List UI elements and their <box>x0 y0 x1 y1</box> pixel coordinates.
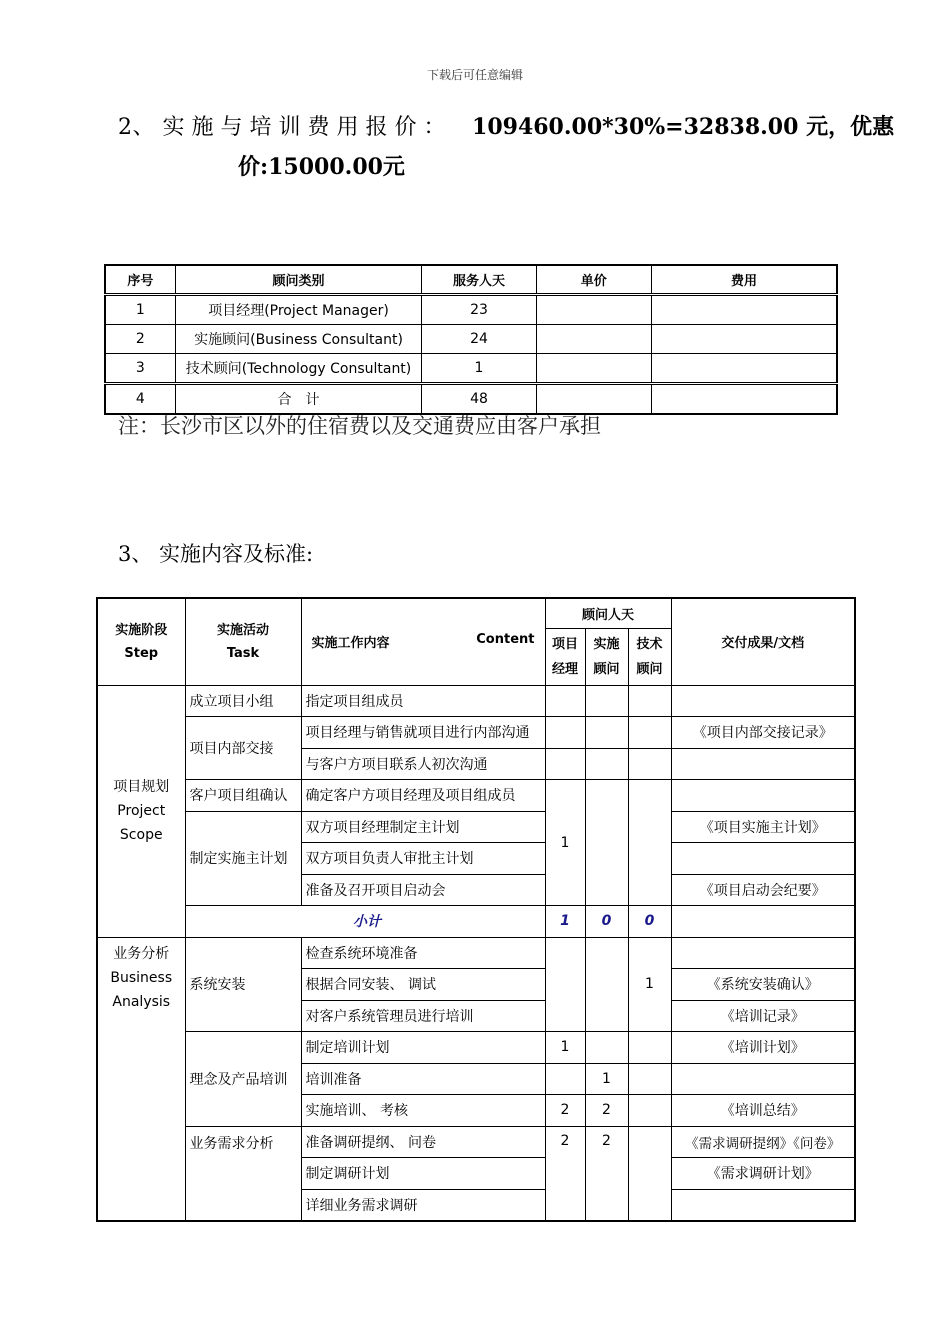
pm-cell: 2 <box>545 1126 585 1221</box>
table-row <box>105 295 837 325</box>
pm-cell <box>545 717 585 749</box>
content-cell: 对客户系统管理员进行培训 <box>301 1000 545 1032</box>
deliverable-cell: 《培训总结》 <box>671 1095 855 1127</box>
deliverable-cell <box>671 937 855 969</box>
deliverable-cell <box>671 1189 855 1221</box>
implementation-table <box>96 597 856 1222</box>
tc-cell <box>628 1063 671 1095</box>
content-cell: 双方项目负责人审批主计划 <box>301 843 545 875</box>
deliverable-cell <box>671 906 855 938</box>
header-text: 项目 <box>551 636 578 652</box>
cell <box>651 295 837 325</box>
deliverable-cell <box>671 780 855 812</box>
cell <box>536 325 651 354</box>
pm-cell <box>545 1063 585 1095</box>
pm-cell: 1 <box>545 1032 585 1064</box>
tc-cell: 1 <box>628 937 671 1032</box>
content-cell: 根据合同安装、 调试 <box>301 969 545 1001</box>
col-header-task <box>185 598 301 685</box>
col-header-price: 单价 <box>536 265 651 295</box>
deliverable-cell: 《项目启动会纪要》 <box>671 874 855 906</box>
content-cell: 项目经理与销售就项目进行内部沟通 <box>301 717 545 749</box>
cell: 技术顾问(Technology Consultant) <box>175 354 422 384</box>
content-cell: 确定客户方项目经理及项目组成员 <box>301 780 545 812</box>
bc-cell <box>585 937 628 1032</box>
cell <box>651 384 837 415</box>
task-cell: 客户项目组确认 <box>185 780 301 812</box>
deliverable-cell: 《培训计划》 <box>671 1032 855 1064</box>
cell: 24 <box>422 325 536 354</box>
table-row <box>97 1126 855 1158</box>
fee-table <box>104 264 838 415</box>
bc-cell: 1 <box>585 1063 628 1095</box>
bc-cell: 2 <box>585 1095 628 1127</box>
fee-table-header <box>105 265 837 295</box>
bc-cell <box>585 780 628 906</box>
deliverable-cell <box>671 1063 855 1095</box>
deliverable-cell <box>671 843 855 875</box>
col-header-stage <box>97 598 185 685</box>
cell: 1 <box>105 295 175 325</box>
tc-cell <box>628 1095 671 1127</box>
table-row <box>97 811 855 843</box>
deliverable-cell: 《系统安装确认》 <box>671 969 855 1001</box>
section-2-label: 实施与培训费用报价： <box>162 115 453 140</box>
content-cell: 准备调研提纲、 问卷 <box>301 1126 545 1158</box>
header-text: Step <box>124 645 159 661</box>
stage-text: Analysis <box>112 993 171 1010</box>
col-header-days: 顾问人天 <box>545 598 671 628</box>
tc-cell <box>628 1126 671 1221</box>
cell <box>536 295 651 325</box>
tc-cell <box>628 780 671 906</box>
pm-cell: 1 <box>545 780 585 906</box>
header-text: 实施工作内容 <box>311 636 390 652</box>
header-text: 实施活动 <box>216 622 269 638</box>
stage-text: 业务分析 <box>113 945 170 962</box>
table-row <box>105 325 837 354</box>
table-row <box>97 685 855 717</box>
stage-text: Business <box>110 969 173 986</box>
deliverable-cell: 《项目内部交接记录》 <box>671 717 855 749</box>
deliverable-cell <box>671 685 855 717</box>
task-cell: 项目内部交接 <box>185 717 301 780</box>
stage-text: Project <box>117 803 166 819</box>
task-cell: 成立项目小组 <box>185 685 301 717</box>
header-text: Task <box>226 645 260 661</box>
col-header-bc <box>585 628 628 685</box>
cell: 4 <box>105 384 175 415</box>
content-cell: 详细业务需求调研 <box>301 1189 545 1221</box>
subtotal-pm: 1 <box>545 906 585 938</box>
header-text: 实施 <box>593 636 620 652</box>
quote-formula: 109460.00*30%=32838.00 元，优惠 <box>472 114 895 140</box>
content-cell: 制定调研计划 <box>301 1158 545 1190</box>
pm-cell <box>545 748 585 780</box>
deliverable-cell: 《培训记录》 <box>671 1000 855 1032</box>
col-header-cost: 费用 <box>651 265 837 295</box>
deliverable-cell: 《需求调研提纲》《问卷》 <box>671 1126 855 1158</box>
cell <box>651 354 837 384</box>
col-header-pm <box>545 628 585 685</box>
pm-cell: 2 <box>545 1095 585 1127</box>
cell: 实施顾问(Business Consultant) <box>175 325 422 354</box>
header-text: 经理 <box>551 661 578 677</box>
cell: 合 计 <box>175 384 422 415</box>
content-cell: 双方项目经理制定主计划 <box>301 811 545 843</box>
table-row <box>97 717 855 749</box>
tc-cell <box>628 685 671 717</box>
header-text: 实施阶段 <box>115 622 168 638</box>
fee-note: 注：长沙市区以外的住宿费以及交通费应由客户承担 <box>118 414 601 438</box>
col-header-no: 序号 <box>105 265 175 295</box>
bc-cell <box>585 748 628 780</box>
cell: 23 <box>422 295 536 325</box>
bc-cell <box>585 717 628 749</box>
col-header-days: 服务人天 <box>422 265 536 295</box>
subtotal-row <box>97 906 855 938</box>
cell <box>651 325 837 354</box>
page-header: 下载后可任意编辑 <box>426 68 523 82</box>
cell: 48 <box>422 384 536 415</box>
task-cell: 系统安装 <box>185 937 301 1032</box>
content-cell: 检查系统环境准备 <box>301 937 545 969</box>
content-cell: 培训准备 <box>301 1063 545 1095</box>
subtotal-bc: 0 <box>585 906 628 938</box>
plan-header-row-1 <box>97 598 855 628</box>
content-cell: 制定培训计划 <box>301 1032 545 1064</box>
header-text: 顾问 <box>636 661 663 677</box>
discount-price: 价:15000.00元 <box>238 154 405 180</box>
tc-cell <box>628 748 671 780</box>
pm-cell <box>545 937 585 1032</box>
bc-cell <box>585 685 628 717</box>
subtotal-tc: 0 <box>628 906 671 938</box>
table-row <box>97 937 855 969</box>
table-row <box>97 780 855 812</box>
section-3-heading: 3、 实施内容及标准: <box>118 542 314 566</box>
bc-cell <box>585 1032 628 1064</box>
table-row <box>105 354 837 384</box>
stage-project-scope <box>97 685 185 937</box>
task-cell: 制定实施主计划 <box>185 811 301 906</box>
content-cell: 与客户方项目联系人初次沟通 <box>301 748 545 780</box>
cell: 1 <box>422 354 536 384</box>
content-cell: 准备及召开项目启动会 <box>301 874 545 906</box>
section-2-number: 2、 <box>118 115 155 140</box>
deliverable-cell: 《项目实施主计划》 <box>671 811 855 843</box>
task-cell: 理念及产品培训 <box>185 1032 301 1127</box>
tc-cell <box>628 1032 671 1064</box>
section-2-heading <box>118 110 894 141</box>
col-header-content <box>301 598 545 685</box>
col-header-deliverable: 交付成果/文档 <box>671 598 855 685</box>
deliverable-cell: 《需求调研计划》 <box>671 1158 855 1190</box>
bc-cell: 2 <box>585 1126 628 1221</box>
col-header-tc <box>628 628 671 685</box>
pm-cell <box>545 685 585 717</box>
stage-business-analysis <box>97 937 185 1221</box>
subtotal-label: 小计 <box>185 906 545 938</box>
col-header-type: 顾问类别 <box>175 265 422 295</box>
stage-text: 项目规划 <box>113 779 170 795</box>
cell: 项目经理(Project Manager) <box>175 295 422 325</box>
content-cell: 实施培训、 考核 <box>301 1095 545 1127</box>
cell: 3 <box>105 354 175 384</box>
deliverable-cell <box>671 748 855 780</box>
task-cell: 业务需求分析 <box>185 1126 301 1221</box>
header-text: 顾问 <box>593 661 620 677</box>
tc-cell <box>628 717 671 749</box>
header-text: 技术 <box>636 636 663 652</box>
cell <box>536 354 651 384</box>
stage-text: Scope <box>119 827 163 843</box>
table-row <box>97 1032 855 1064</box>
cell: 2 <box>105 325 175 354</box>
header-text: Content <box>476 632 535 648</box>
content-cell: 指定项目组成员 <box>301 685 545 717</box>
